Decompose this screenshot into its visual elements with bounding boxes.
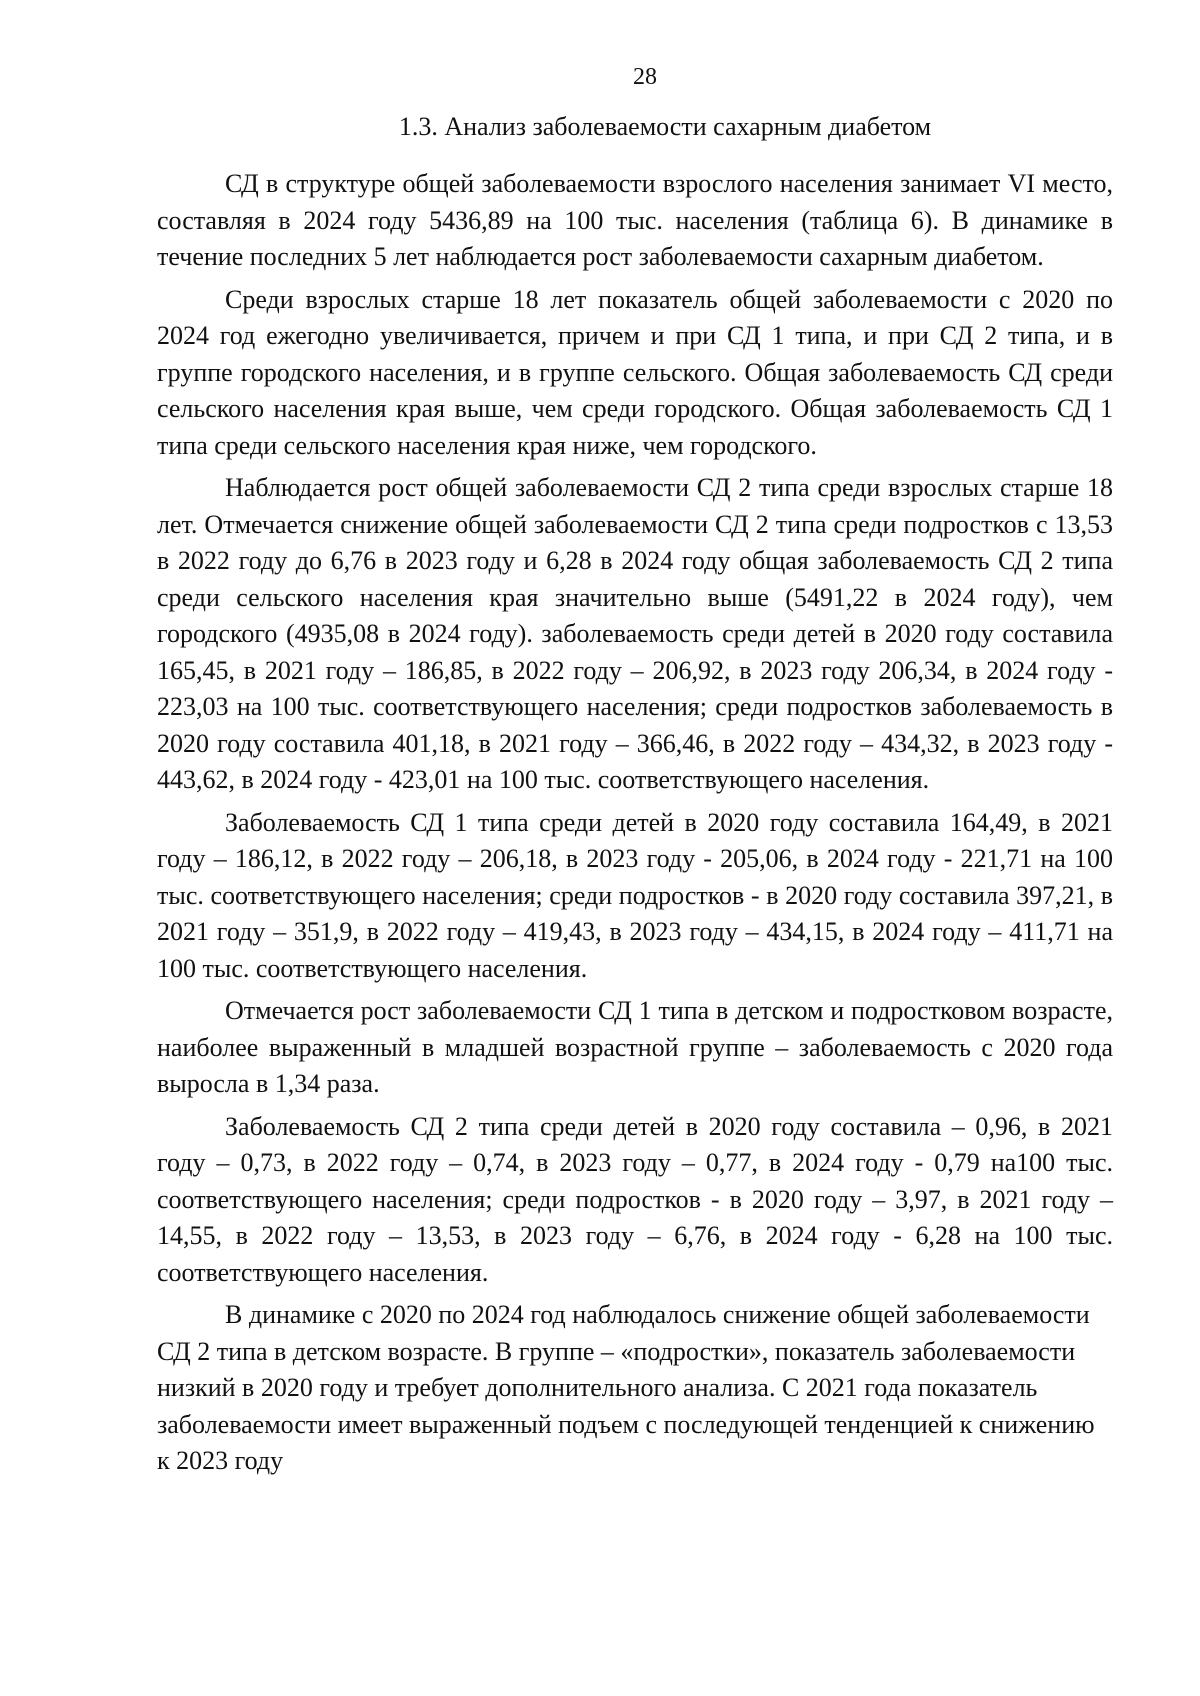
paragraph-7: В динамике с 2020 по 2024 год наблюдалось снижение общей заболеваемости СД 2 типа в детском возрасте. В группе – «подростки», показатель заболеваемости низкий в 2020 году и требует дополнительного анализа. С 2021 года показатель заболеваемости имеет выраженный подъем с последующей тенденцией к снижению к 2023 году	[157, 1300, 1095, 1475]
paragraph-4: Заболеваемость СД 1 типа среди детей в 2020 году составила 164,49, в 2021 году – 186,12, в 2022 году – 206,18, в 2023 году - 205,06, в 2024 году - 221,71 на 100 тыс. соответствующего населения; среди подростков - в 2020 году составила 397,21, в 2021 году – 351,9, в 2022 году – 419,43, в 2023 году – 434,15, в 2024 году – 411,71 на 100 тыс. соответствующего населения.	[157, 807, 1113, 983]
page-number: 28	[633, 64, 657, 90]
document-page	[157, 62, 1113, 1486]
paragraph-3: Наблюдается рост общей заболеваемости СД 2 типа среди взрослых старше 18 лет. Отмечается снижение общей заболеваемости СД 2 типа среди подростков с 13,53 в 2022 году до 6,76 в 2023 году и 6,28 в 2024 году общая заболеваемость СД 2 типа среди сельского населения края значительно выше (5491,22 в 2024 году), чем городского (4935,08 в 2024 году). заболеваемость среди детей в 2020 году составила 165,45, в 2021 году – 186,85, в 2022 году – 206,92, в 2023 году 206,34, в 2024 году - 223,03 на 100 тыс. соответствующего населения; среди подростков заболеваемость в 2020 году составила 401,18, в 2021 году – 366,46, в 2022 году – 434,32, в 2023 году - 443,62, в 2024 году - 423,01 на 100 тыс. соответствующего населения.	[157, 473, 1113, 794]
section-heading: 1.3. Анализ заболеваемости сахарным диабетом	[398, 112, 932, 141]
paragraph-1: СД в структуре общей заболеваемости взрослого населения занимает VI место, составляя в 2024 году 5436,89 на 100 тыс. населения (таблица 6). В динамике в течение последних 5 лет наблюдается рост заболеваемости сахарным диабетом.	[157, 169, 1113, 271]
paragraph-2: Среди взрослых старше 18 лет показатель общей заболеваемости с 2020 по 2024 год ежегодно увеличивается, причем и при СД 1 типа, и при СД 2 типа, и в группе городского населения, и в группе сельского. Общая заболеваемость СД среди сельского населения края выше, чем среди городского. Общая заболеваемость СД 1 типа среди сельского населения края ниже, чем городского.	[157, 284, 1113, 460]
paragraph-5: Отмечается рост заболеваемости СД 1 типа в детском и подростковом возрасте, наиболее выраженный в младшей возрастной группе – заболеваемость с 2020 года выросла в 1,34 раза.	[157, 996, 1113, 1098]
paragraph-6: Заболеваемость СД 2 типа среди детей в 2020 году составила – 0,96, в 2021 году – 0,73, в 2022 году – 0,74, в 2023 году – 0,77, в 2024 году - 0,79 на100 тыс. соответствующего населения; среди подростков - в 2020 году – 3,97, в 2021 году – 14,55, в 2022 году – 13,53, в 2023 году – 6,76, в 2024 году - 6,28 на 100 тыс. соответствующего населения.	[157, 1111, 1113, 1287]
